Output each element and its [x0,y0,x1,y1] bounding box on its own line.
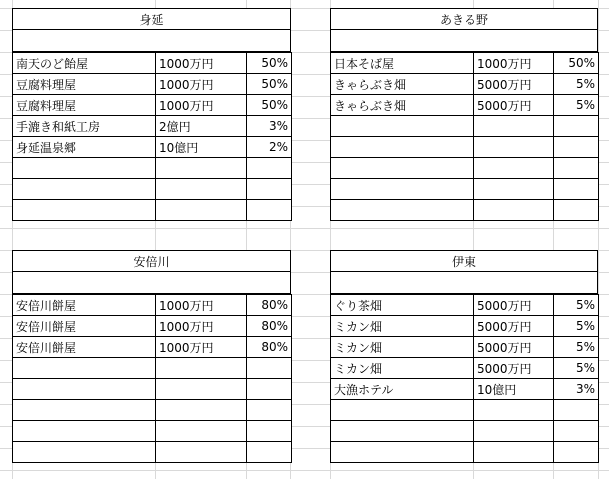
data-table [12,52,292,221]
cell-amount[interactable] [474,442,554,463]
cell-name[interactable] [331,158,474,179]
cell-amount[interactable] [474,421,554,442]
cell-percent[interactable] [247,179,292,200]
cell-name[interactable]: 身延温泉郷 [13,137,156,158]
table-row [331,137,599,158]
cell-percent[interactable] [247,200,292,221]
cell-amount[interactable] [474,179,554,200]
cell-percent[interactable]: 80% [247,316,292,337]
cell-percent[interactable] [554,116,599,137]
cell-amount[interactable] [474,116,554,137]
cell-amount[interactable]: 5000万円 [474,295,554,316]
cell-name[interactable]: ミカン畑 [331,316,474,337]
cell-amount[interactable] [156,400,247,421]
cell-name[interactable]: きゃらぶき畑 [331,95,474,116]
data-table [12,294,292,463]
cell-percent[interactable] [247,158,292,179]
blank-row[interactable] [330,30,598,52]
cell-amount[interactable]: 5000万円 [474,358,554,379]
cell-percent[interactable]: 5% [554,358,599,379]
table-row [13,53,292,74]
cell-name[interactable] [331,421,474,442]
cell-name[interactable]: きゃらぶき畑 [331,74,474,95]
cell-name[interactable]: ミカン畑 [331,337,474,358]
table-row [331,74,599,95]
cell-name[interactable] [13,400,156,421]
cell-percent[interactable] [247,421,292,442]
table-row [13,179,292,200]
cell-name[interactable] [13,200,156,221]
table-row [331,53,599,74]
cell-name[interactable]: 南天のど飴屋 [13,53,156,74]
cell-percent[interactable]: 50% [247,74,292,95]
cell-name[interactable]: 安倍川餅屋 [13,295,156,316]
table-row [331,95,599,116]
table-row [13,421,292,442]
cell-amount[interactable] [156,379,247,400]
cell-name[interactable] [331,400,474,421]
table-row [13,158,292,179]
cell-amount[interactable]: 5000万円 [474,74,554,95]
cell-percent[interactable]: 80% [247,337,292,358]
cell-percent[interactable]: 80% [247,295,292,316]
table-row [331,379,599,400]
table-row [13,358,292,379]
cell-amount[interactable] [156,442,247,463]
cell-name[interactable]: 大漁ホテル [331,379,474,400]
cell-amount[interactable] [156,421,247,442]
cell-name[interactable]: 豆腐料理屋 [13,95,156,116]
table-row [13,137,292,158]
cell-amount[interactable] [474,200,554,221]
cell-amount[interactable] [474,400,554,421]
cell-percent[interactable] [554,400,599,421]
blank-row[interactable] [12,30,291,52]
table-row [331,442,599,463]
table-row [13,379,292,400]
table-row [331,179,599,200]
block-title[interactable]: 安倍川 [12,250,291,272]
table-row [331,400,599,421]
table-row [331,337,599,358]
cell-amount[interactable]: 1000万円 [156,316,247,337]
cell-percent[interactable] [554,179,599,200]
cell-name[interactable]: ぐり茶畑 [331,295,474,316]
table-row [331,358,599,379]
cell-percent[interactable] [554,442,599,463]
cell-amount[interactable] [156,358,247,379]
cell-percent[interactable] [247,379,292,400]
table-row [13,316,292,337]
gridline [0,470,609,471]
cell-percent[interactable] [247,400,292,421]
cell-amount[interactable] [474,158,554,179]
block-title[interactable]: 伊東 [330,250,598,272]
table-row [331,116,599,137]
cell-percent[interactable]: 3% [247,116,292,137]
table-row [13,95,292,116]
cell-percent[interactable]: 5% [554,95,599,116]
table-row [13,200,292,221]
cell-name[interactable]: 手漉き和紙工房 [13,116,156,137]
cell-amount[interactable]: 2億円 [156,116,247,137]
cell-percent[interactable]: 50% [247,53,292,74]
table-row [331,158,599,179]
cell-name[interactable]: 安倍川餅屋 [13,337,156,358]
cell-name[interactable]: 安倍川餅屋 [13,316,156,337]
cell-name[interactable] [13,179,156,200]
cell-percent[interactable] [554,158,599,179]
cell-percent[interactable] [554,137,599,158]
cell-name[interactable] [13,158,156,179]
blank-row[interactable] [12,272,291,294]
table-row [13,74,292,95]
cell-amount[interactable] [156,158,247,179]
cell-amount[interactable]: 1000万円 [156,53,247,74]
cell-percent[interactable]: 50% [554,53,599,74]
table-row [331,295,599,316]
gridline [0,228,609,229]
cell-percent[interactable]: 5% [554,295,599,316]
cell-amount[interactable]: 10億円 [156,137,247,158]
cell-amount[interactable]: 1000万円 [156,295,247,316]
cell-percent[interactable]: 3% [554,379,599,400]
cell-name[interactable]: 豆腐料理屋 [13,74,156,95]
table-row [331,316,599,337]
cell-name[interactable] [13,421,156,442]
cell-percent[interactable] [554,200,599,221]
data-table [330,294,599,463]
cell-amount[interactable]: 1000万円 [156,74,247,95]
cell-percent[interactable]: 5% [554,337,599,358]
cell-name[interactable] [331,179,474,200]
table-row [13,442,292,463]
cell-name[interactable] [331,137,474,158]
cell-amount[interactable]: 5000万円 [474,95,554,116]
cell-percent[interactable]: 2% [247,137,292,158]
cell-name[interactable] [331,442,474,463]
cell-percent[interactable] [247,442,292,463]
cell-amount[interactable]: 10億円 [474,379,554,400]
blank-row[interactable] [330,272,598,294]
cell-percent[interactable] [247,358,292,379]
cell-name[interactable] [13,358,156,379]
table-row [13,337,292,358]
data-table [330,52,599,221]
table-row [13,116,292,137]
cell-amount[interactable]: 1000万円 [474,53,554,74]
cell-percent[interactable]: 5% [554,316,599,337]
cell-percent[interactable] [554,421,599,442]
table-row [331,200,599,221]
cell-percent[interactable]: 50% [247,95,292,116]
cell-name[interactable]: ミカン畑 [331,358,474,379]
table-row [13,400,292,421]
cell-amount[interactable] [156,200,247,221]
cell-amount[interactable]: 5000万円 [474,337,554,358]
block-title[interactable]: あきる野 [330,8,598,30]
cell-amount[interactable]: 1000万円 [156,95,247,116]
cell-amount[interactable]: 5000万円 [474,316,554,337]
block-title[interactable]: 身延 [12,8,291,30]
cell-percent[interactable]: 5% [554,74,599,95]
cell-amount[interactable] [156,179,247,200]
cell-amount[interactable] [474,137,554,158]
cell-name[interactable] [13,442,156,463]
cell-amount[interactable]: 1000万円 [156,337,247,358]
table-row [13,295,292,316]
cell-name[interactable] [331,200,474,221]
cell-name[interactable] [331,116,474,137]
cell-name[interactable]: 日本そば屋 [331,53,474,74]
table-row [331,421,599,442]
cell-name[interactable] [13,379,156,400]
